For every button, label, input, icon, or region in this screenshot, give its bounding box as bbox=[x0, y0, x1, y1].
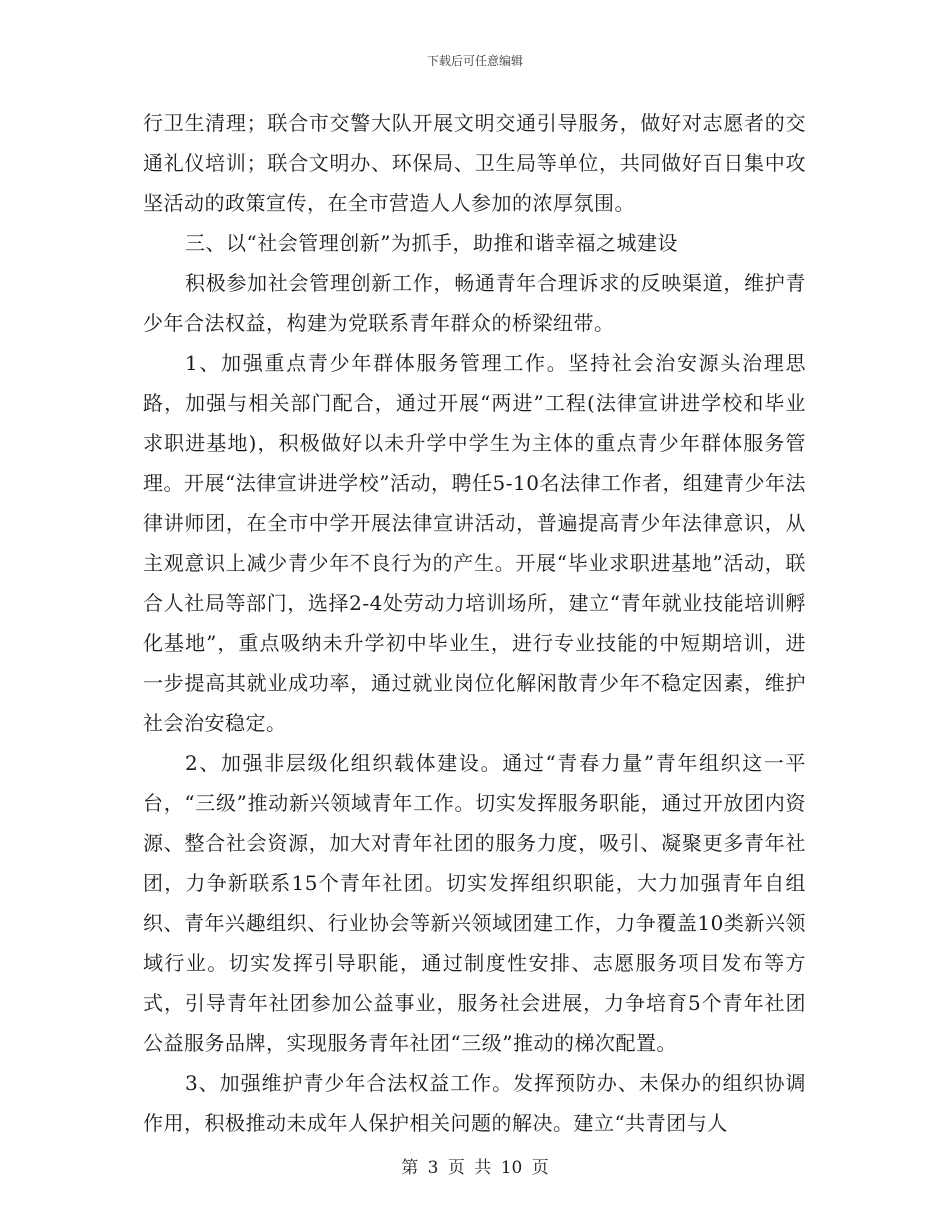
paragraph-item-2: 2、加强非层级化组织载体建设。通过“青春力量”青年组织这一平台，“三级”推动新兴领域青年工作。切实发挥服务职能，通过开放团内资源、整合社会资源，加大对青年社团的服务力度，吸引、凝聚更多青年社团，力争新联系15个青年社团。切实发挥组织职能，大力加强青年自组织、青年兴趣组织、行业协会等新兴领域团建工作，力争覆盖10类新兴领域行业。切实发挥引导职能，通过制度性安排、志愿服务项目发布等方式，引导青年社团参加公益事业，服务社会进展，力争培育5个青年社团公益服务品牌，实现服务青年社团“三级”推动的梯次配置。 bbox=[143, 751, 806, 1055]
paragraph-item-3: 3、加强维护青少年合法权益工作。发挥预防办、未保办的组织协调作用，积极推动未成年人保护相关问题的解决。建立“共青团与人 bbox=[143, 1071, 806, 1135]
paragraph-intro-continued: 行卫生清理；联合市交警大队开展文明交通引导服务，做好对志愿者的交通礼仪培训；联合文明办、环保局、卫生局等单位，共同做好百日集中攻坚活动的政策宣传，在全市营造人人参加的浓厚氛围。 bbox=[143, 111, 806, 215]
paragraph-item-1: 1、加强重点青少年群体服务管理工作。坚持社会治安源头治理思路，加强与相关部门配合，通过开展“两进”工程(法律宣讲进学校和毕业求职进基地)，积极做好以未升学中学生为主体的重点青少年群体服务管理。开展“法律宣讲进学校”活动，聘任5-10名法律工作者，组建青少年法律讲师团，在全市中学开展法律宣讲活动，普遍提高青少年法律意识，从主观意识上减少青少年不良行为的产生。开展“毕业求职进基地”活动，联合人社局等部门，选择2-4处劳动力培训场所，建立“青年就业技能培训孵化基地”，重点吸纳未升学初中毕业生，进行专业技能的中短期培训，进一步提高其就业成功率，通过就业岗位化解闲散青少年不稳定因素，维护社会治安稳定。 bbox=[143, 351, 806, 735]
section-heading-3: 三、以“社会管理创新”为抓手，助推和谐幸福之城建设 bbox=[185, 231, 678, 255]
paragraph-section-summary: 积极参加社会管理创新工作，畅通青年合理诉求的反映渠道，维护青少年合法权益，构建为党联系青年群众的桥梁纽带。 bbox=[143, 271, 806, 335]
page-header: 下载后可任意编辑 bbox=[426, 54, 523, 68]
page-footer: 第 3 页 共 10 页 bbox=[401, 1158, 549, 1178]
document-body bbox=[143, 103, 806, 1143]
